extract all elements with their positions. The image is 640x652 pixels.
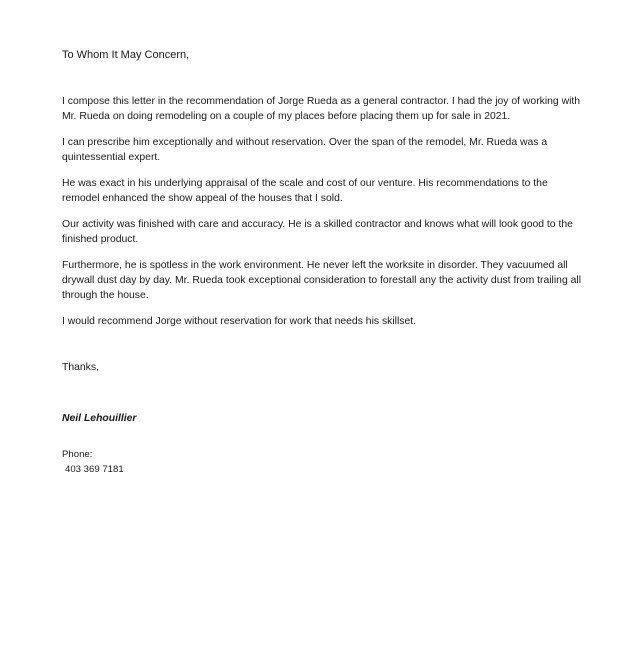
paragraph-final-recommendation: I would recommend Jorge without reservation for work that needs his skillset. (62, 316, 417, 327)
signature-name: Neil Lehouillier (62, 413, 137, 424)
phone-number: 403 369 7181 (65, 464, 124, 475)
paragraph-cleanliness: Furthermore, he is spotless in the work environment. He never left the worksite in disorder. They vacuumed all drywall dust day by day. Mr. Rueda took exceptional consideration to forestall any the activity dust from trailing all through the house. (62, 260, 582, 301)
paragraph-intro: I compose this letter in the recommendation of Jorge Rueda as a general contractor. I had the joy of working with Mr. Rueda on doing remodeling on a couple of my places before placing them up for sale in 2021. (62, 96, 581, 122)
salutation: To Whom It May Concern, (62, 49, 190, 61)
paragraph-quality: Our activity was finished with care and accuracy. He is a skilled contractor and knows what will look good to the finished product. (62, 219, 573, 245)
letter-body (62, 94, 582, 340)
paragraph-appraisal: He was exact in his underlying appraisal of the scale and cost of our venture. His recommendations to the remodel enhanced the show appeal of the houses that I sold. (62, 178, 548, 204)
phone-label: Phone: (62, 449, 93, 460)
paragraph-recommendation: I can prescribe him exceptionally and without reservation. Over the span of the remodel, Mr. Rueda was a quintessential expert. (62, 137, 548, 163)
closing: Thanks, (62, 362, 99, 373)
